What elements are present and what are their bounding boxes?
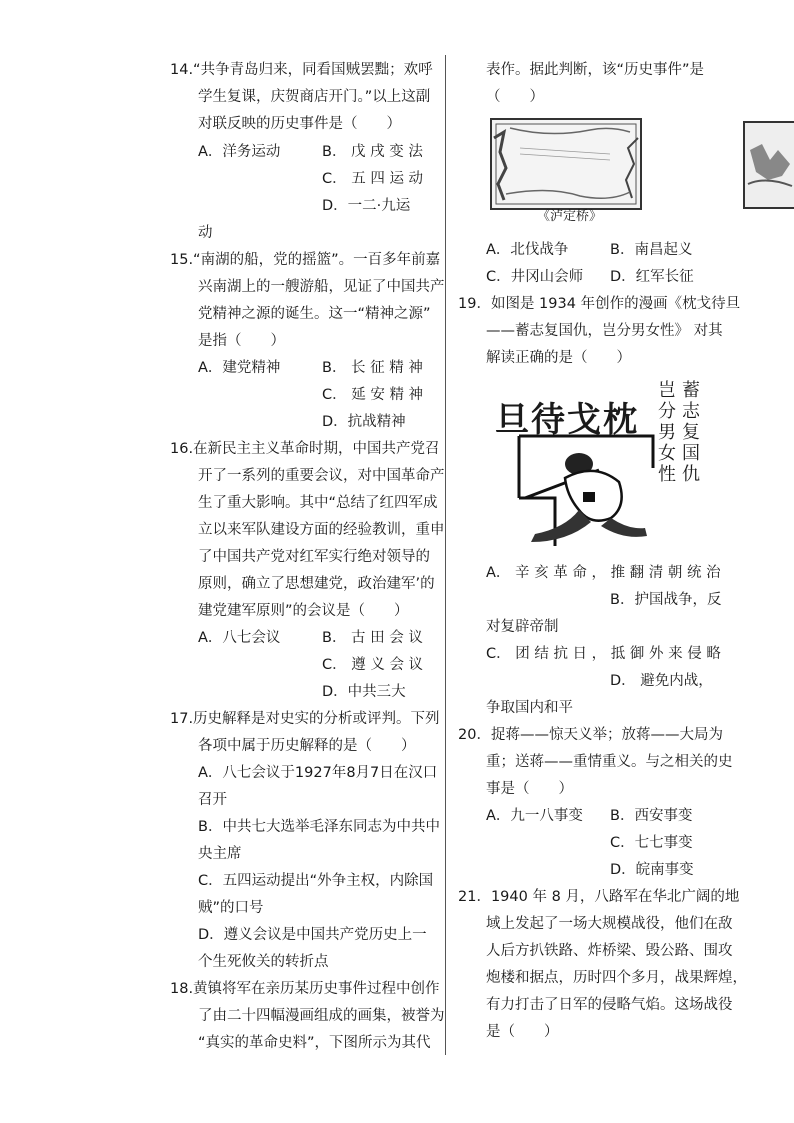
q15-stem-line: 党精神之源的诞生。这一“精神之源” xyxy=(198,306,431,322)
cartoon-title: 旦待戈枕 xyxy=(495,400,639,440)
cartoon-drawing xyxy=(495,378,715,550)
q19-option-c: C． 团 结 抗 日 ， 抵 御 外 来 侵 略 xyxy=(486,646,721,662)
q20-stem-line: 事是（ ） xyxy=(486,781,573,797)
slogan-char: 岂 xyxy=(658,380,676,401)
q21-stem-line: 域上发起了一场大规模战役，他们在敌 xyxy=(486,916,733,932)
q18-option-d: D．红军长征 xyxy=(610,269,694,285)
q18-stem-line: 18.黄镇将军在亲历某历史事件过程中创作 xyxy=(170,981,440,997)
q14-option-c: C． 五 四 运 动 xyxy=(322,171,424,187)
q20-option-c: C．七七事变 xyxy=(610,835,693,851)
slogan-char: 分 xyxy=(658,401,676,422)
q17-stem-line: 17.历史解释是对史实的分析或评判。下列 xyxy=(170,711,440,727)
q17-option-d: D．遵义会议是中国共产党历史上一 xyxy=(198,927,427,943)
q18-stem-line: “真实的革命史料”，下图所示为其代 xyxy=(198,1035,431,1051)
q19-option-b: B．护国战争，反 xyxy=(610,592,722,608)
q21-stem-line: 人后方扒铁路、炸桥梁、毁公路、围攻 xyxy=(486,943,733,959)
q14-option-d-cont: 动 xyxy=(198,225,213,241)
q19-option-b-cont: 对复辟帝制 xyxy=(486,619,559,635)
q16-stem-line: 16.在新民主主义革命时期，中国共产党召 xyxy=(170,441,440,457)
q16-stem-line: 了中国共产党对红军实行绝对领导的 xyxy=(198,549,430,565)
q19-option-d: D． 避免内战， xyxy=(610,673,713,689)
q14-option-b: B． 戊 戌 变 法 xyxy=(322,144,423,160)
q15-option-d: D．抗战精神 xyxy=(322,414,406,430)
q16-stem-line: 建党建军原则”的会议是（ ） xyxy=(198,603,409,619)
painting-caption: 《泸定桥》 xyxy=(537,209,603,224)
q15-stem-line: 是指（ ） xyxy=(198,333,285,349)
q17-option-c: C．五四运动提出“外争主权，内除国 xyxy=(198,873,434,889)
q21-stem-line: 是（ ） xyxy=(486,1024,559,1040)
q20-option-d: D．皖南事变 xyxy=(610,862,694,878)
q19-stem-line: ——蓄志复国仇，岂分男女性》 对其 xyxy=(486,323,723,339)
q17-option-c-cont: 贼”的口号 xyxy=(198,900,264,916)
q17-stem-line: 各项中属于历史解释的是（ ） xyxy=(198,738,416,754)
luding-bridge-painting xyxy=(490,118,642,210)
q14-option-d: D．一二·九运 xyxy=(322,198,411,214)
q20-option-b: B．西安事变 xyxy=(610,808,693,824)
q19-stem-line: 解读正确的是（ ） xyxy=(486,350,631,366)
q15-option-b: B． 长 征 精 神 xyxy=(322,360,423,376)
slogan-char: 国 xyxy=(682,443,700,464)
q16-option-a: A．八七会议 xyxy=(198,630,281,646)
q17-option-a: A．八七会议于1927年8月7日在汉口 xyxy=(198,765,438,781)
slogan-char: 蓄 xyxy=(682,380,700,401)
q19-option-d-cont: 争取国内和平 xyxy=(486,700,573,716)
q15-stem-line: 15.“南湖的船，党的摇篮”。一百多年前嘉 xyxy=(170,252,441,268)
q16-stem-line: 原则，确立了思想建党，政治建军’的 xyxy=(198,576,435,592)
q18-option-b: B．南昌起义 xyxy=(610,242,693,258)
q16-stem-line: 生了重大影响。其中“总结了红四军成 xyxy=(198,495,438,511)
q21-stem-line: 炮楼和据点，历时四个多月，战果辉煌， xyxy=(486,970,747,986)
slogan-char: 仇 xyxy=(682,464,700,485)
q19-stem-line: 19．如图是 1934 年创作的漫画《枕戈待旦 xyxy=(458,296,741,312)
q14-stem-line: 对联反映的历史事件是（ ） xyxy=(198,116,401,132)
q16-stem-line: 开了一系列的重要会议，对中国革命产 xyxy=(198,468,445,484)
q20-option-a: A．九一八事变 xyxy=(486,808,583,824)
q17-option-b-cont: 央主席 xyxy=(198,846,242,862)
cartoon-pillow-spear xyxy=(495,378,715,550)
slogan-char: 复 xyxy=(682,422,700,443)
slogan-char: 志 xyxy=(682,401,700,422)
q17-option-a-cont: 召开 xyxy=(198,792,227,808)
slogan-char: 性 xyxy=(658,464,676,485)
q16-option-d: D．中共三大 xyxy=(322,684,406,700)
q18-stem-line: 了由二十四幅漫画组成的画集，被誉为 xyxy=(198,1008,445,1024)
q16-stem-line: 立以来军队建设方面的经验教训，重申 xyxy=(198,522,445,538)
q17-option-b: B．中共七大选举毛泽东同志为中共中 xyxy=(198,819,440,835)
q18-option-a: A．北伐战争 xyxy=(486,242,569,258)
q14-stem-line: 学生复课，庆贺商店开门。”以上这副 xyxy=(198,89,431,105)
q17-option-d-cont: 个生死攸关的转折点 xyxy=(198,954,329,970)
q18-option-c: C．井冈山会师 xyxy=(486,269,584,285)
slogan-char: 女 xyxy=(658,443,676,464)
q14-option-a: A．洋务运动 xyxy=(198,144,281,160)
partial-painting xyxy=(742,120,794,210)
slogan-char: 男 xyxy=(658,422,676,443)
q20-stem-line: 重；送蒋——重情重义。与之相关的史 xyxy=(486,754,733,770)
q21-stem-line: 21．1940 年 8 月，八路军在华北广阔的地 xyxy=(458,889,740,905)
q16-option-c: C． 遵 义 会 议 xyxy=(322,657,424,673)
q14-stem-line: 14.“共争青岛归来，同看国贼罢黜；欢呼 xyxy=(170,62,433,78)
q19-option-a: A． 辛 亥 革 命 ， 推 翻 清 朝 统 治 xyxy=(486,565,721,581)
q20-stem-line: 20．捉蒋——惊天义举；放蒋——大局为 xyxy=(458,727,723,743)
q15-stem-line: 兴南湖上的一艘游船，见证了中国共产 xyxy=(198,279,445,295)
q15-option-a: A．建党精神 xyxy=(198,360,281,376)
column-divider xyxy=(445,55,446,1055)
q16-option-b: B． 古 田 会 议 xyxy=(322,630,423,646)
q18-stem-line: 表作。据此判断，该“历史事件”是 xyxy=(486,62,705,78)
q15-option-c: C． 延 安 精 神 xyxy=(322,387,424,403)
q21-stem-line: 有力打击了日军的侵略气焰。这场战役 xyxy=(486,997,733,1013)
q18-stem-line: （ ） xyxy=(486,89,544,105)
